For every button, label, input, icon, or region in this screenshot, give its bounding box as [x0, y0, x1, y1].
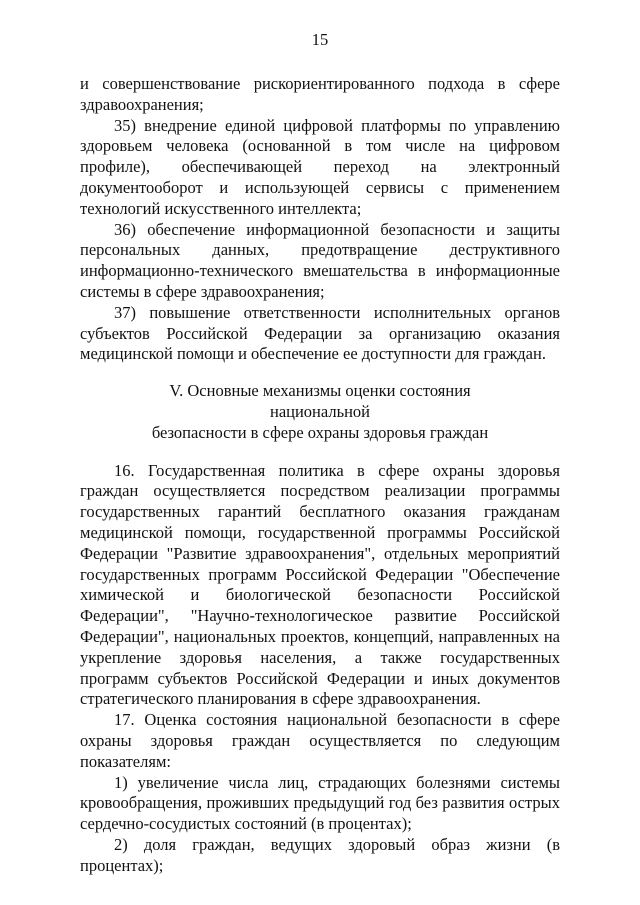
list-item-35: 35) внедрение единой цифровой платформы по управлению здоровьем человека (основанной в том числе на цифровом профиле), обеспечивающей переход на электронный документооборот и использующей сервисы с применением технологий искусственного интеллекта; [80, 115, 560, 218]
document-body [80, 74, 560, 876]
paragraph-16: 16. Государственная политика в сфере охраны здоровья граждан осуществляется посредством реализации программы государственных гарантий бесплатного оказания гражданам медицинской помощи, государственной программы Российской Федерации "Развитие здравоохранения", отдельных мероприятий государственных программ Российской Федерации "Обеспечение химической и биологической безопасности Российской Федерации", "Научно-технологическое развитие Российской Федерации", национальных проектов, концепций, направленных на укрепление здоровья населения, а также государственных программ субъектов Российской Федерации и иных документов стратегического планирования в сфере здравоохранения. [80, 460, 560, 709]
list-item-37: 37) повышение ответственности исполнительных органов субъектов Российской Федерации за организацию оказания медицинской помощи и обеспечение ее доступности для граждан. [80, 302, 560, 364]
section-heading-line-1: V. Основные механизмы оценки состояния национальной [169, 381, 471, 421]
indicator-item-1: 1) увеличение числа лиц, страдающих болезнями системы кровообращения, проживших предыдущий год без развития острых сердечно-сосудистых состояний (в процентах); [80, 772, 560, 834]
paragraph-continuation: и совершенствование рискориентированного подхода в сфере здравоохранения; [80, 74, 560, 114]
list-item-36: 36) обеспечение информационной безопасности и защиты персональных данных, предотвращение деструктивного информационно-технического вмешательства в информационные системы в сфере здравоохранения; [80, 219, 560, 301]
page-number: 15 [311, 30, 329, 49]
paragraph-17: 17. Оценка состояния национальной безопасности в сфере охраны здоровья граждан осуществляется по следующим показателям: [80, 710, 560, 771]
indicator-item-2: 2) доля граждан, ведущих здоровый образ жизни (в процентах); [80, 834, 560, 875]
section-heading-line-2: безопасности в сфере охраны здоровья граждан [151, 422, 489, 442]
section-heading [80, 381, 560, 443]
